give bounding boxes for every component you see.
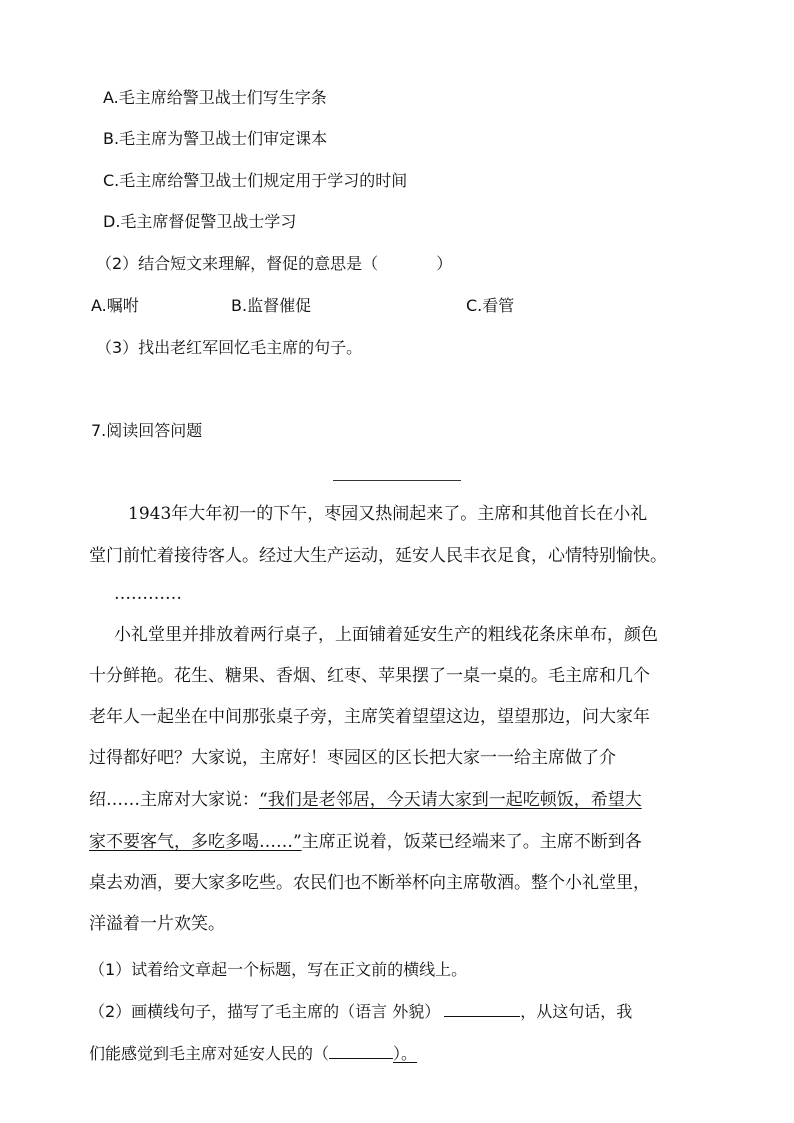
para2-line2: 十分鲜艳。花生、糖果、香烟、红枣、苹果摆了一桌一桌的。毛主席和几个 [89,666,650,686]
para1-line1: 1943年大年初一的下午，枣园又热闹起来了。主席和其他首长在小礼 [128,504,648,524]
underlined-quote-part1: “我们是老邻居，今天请大家到一起吃顿饭，希望大 [259,790,642,810]
q7-sub2-text: （2）画横线句子，描写了毛主席的（语言 外貌） [89,1002,441,1021]
para1-line2: 堂门前忙着接待客人。经过大生产运动，延安人民丰衣足食，心情特别愉快。 [89,546,667,566]
q6-option-b: B.毛主席为警卫战士们审定课本 [103,129,328,148]
q6-option-c: C.毛主席给警卫战士们规定用于学习的时间 [103,171,408,190]
q7-sub2-text-c: 们能感觉到毛主席对延安人民的（ [89,1044,330,1063]
para2-line5 [89,790,642,810]
ellipsis: ………… [114,584,182,604]
para2-line5-start: 绍……主席对大家说： [89,790,259,810]
q7-sub2-line2 [89,1044,417,1064]
q6-sub2-close: ） [436,254,453,273]
q6-sub2-choice-b: B.监督催促 [231,296,312,315]
para2-line1: 小礼堂里并排放着两行桌子，上面铺着延安生产的粗线花条床单布，颜色 [114,625,658,645]
para2-line4: 过得都好吧？大家说，主席好！枣园区的区长把大家一一给主席做了介 [89,748,616,768]
q6-option-a: A.毛主席给警卫战士们写生字条 [103,88,327,107]
title-blank-line [333,480,461,481]
q7-heading: 7.阅读回答问题 [91,421,203,440]
q6-option-d: D.毛主席督促警卫战士学习 [103,212,297,231]
q6-sub2-choice-c: C.看管 [466,296,515,315]
underlined-quote-part2: 家不要客气，多吃多喝……” [89,832,302,852]
q6-sub3: （3）找出老红军回忆毛主席的句子。 [96,338,363,357]
answer-blank-1[interactable] [444,1002,520,1017]
q7-sub2-text-b: ，从这句话，我 [520,1002,633,1021]
para2-line7: 桌去劝酒，要大家多吃些。农民们也不断举杯向主席敬酒。整个小礼堂里， [89,873,650,893]
q7-sub1: （1）试着给文章起一个标题，写在正文前的横线上。 [89,960,468,979]
q6-sub2-choice-a: A.嘱咐 [91,296,139,315]
q7-sub2-text-d: ）。 [393,1044,418,1063]
q6-sub2-text: （2）结合短文来理解，督促的意思是（ [96,254,379,273]
para2-line6-end: 主席正说着，饭菜已经端来了。主席不断到各 [301,832,642,852]
para2-line6 [89,832,642,852]
para2-line3: 老年人一起坐在中间那张桌子旁，主席笑着望望这边，望望那边，问大家年 [89,707,650,727]
answer-blank-2[interactable] [329,1044,393,1059]
q7-sub2-line1 [89,1002,632,1022]
para2-line8: 洋溢着一片欢笑。 [89,914,225,934]
q6-sub2 [96,254,452,274]
